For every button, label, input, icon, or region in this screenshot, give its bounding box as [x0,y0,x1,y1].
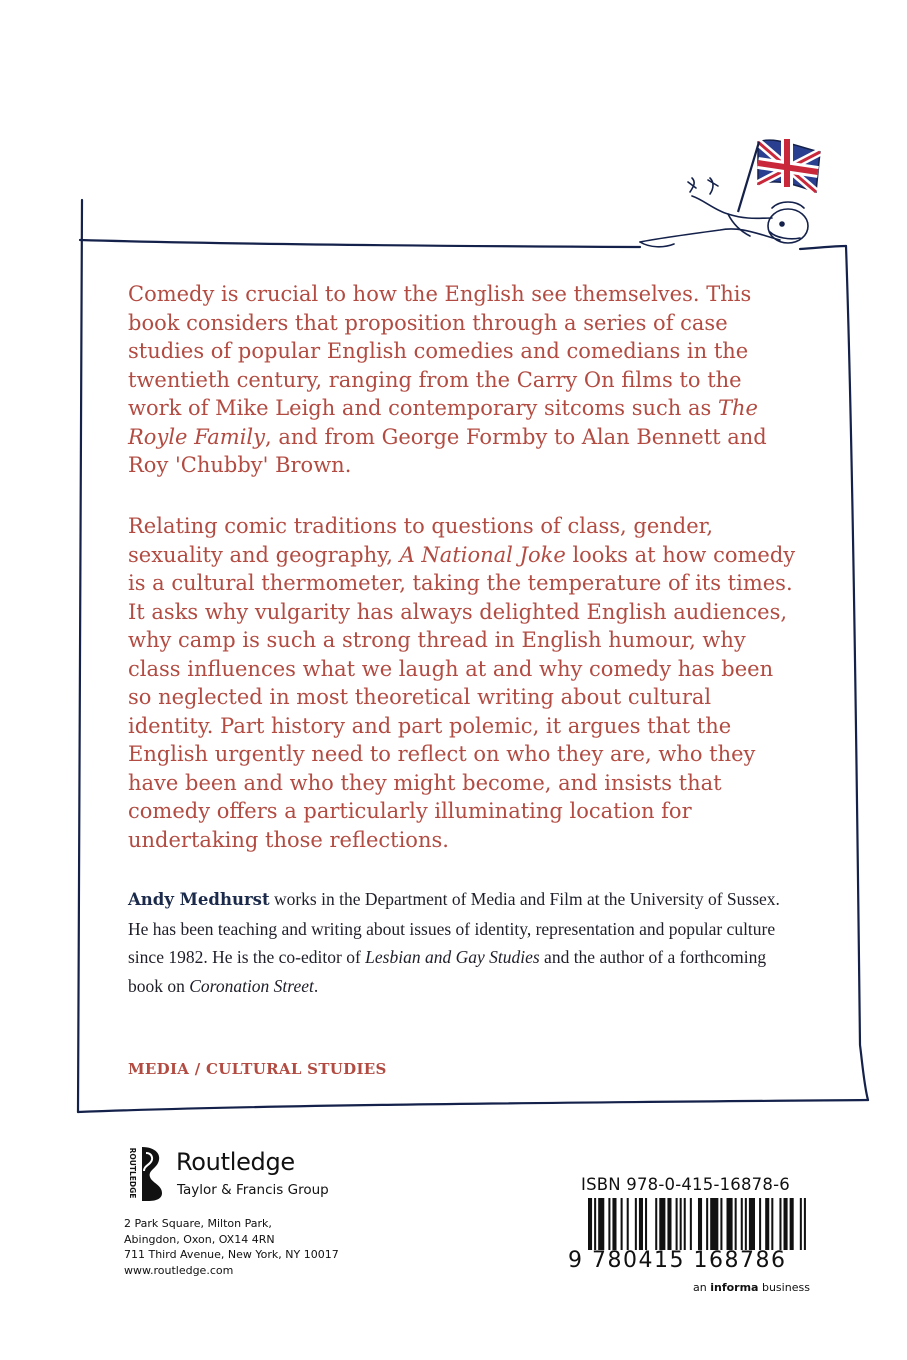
flag-figure-illustration [630,130,830,260]
barcode-bar [655,1198,657,1250]
barcode-digits: 9 780415 168786 [568,1248,787,1273]
barcode-bar [680,1198,682,1250]
barcode-bar [598,1198,604,1250]
barcode [588,1198,810,1250]
barcode-bar [759,1198,761,1250]
barcode-bar [635,1198,637,1250]
barcode-bar [684,1198,686,1250]
barcode-bar [659,1198,665,1250]
barcode-bar [612,1198,616,1250]
barcode-bar [784,1198,788,1250]
barcode-bar [594,1198,596,1250]
publisher-name: Routledge [176,1148,295,1176]
barcode-bar [690,1198,692,1250]
barcode-bar [745,1198,747,1250]
barcode-bar [710,1198,718,1250]
address-line: 711 Third Avenue, New York, NY 10017 [124,1248,339,1261]
barcode-bar [608,1198,610,1250]
barcode-bar [676,1198,678,1250]
barcode-bar [588,1198,592,1250]
informa-business-label: an informa business [693,1281,810,1294]
bio-book-1: Lesbian and Gay Studies [365,947,540,967]
routledge-logo-icon [122,1143,170,1203]
barcode-bar [706,1198,708,1250]
barcode-bar [639,1198,643,1250]
barcode-bar [771,1198,773,1250]
barcode-bar [804,1198,806,1250]
author-bio: Andy Medhurst works in the Department of Media and Film at the University of Sussex. He has been teaching and writing about issues of identity, representation and popular culture since 1982. He is the co-editor of Lesbian and Gay Studies and the author of a forthcoming book on Coronation Street. [128,889,780,996]
publisher-address [124,1216,339,1278]
barcode-bar [765,1198,769,1250]
union-jack-flag-icon [738,139,820,212]
address-line: 2 Park Square, Milton Park, [124,1217,272,1230]
address-line: Abingdon, Oxon, OX14 4RN [124,1232,275,1246]
barcode-bar [667,1198,671,1250]
svg-text:ROUTLEDGE: ROUTLEDGE [128,1147,137,1199]
blurb-paragraph-1: Comedy is crucial to how the English see themselves. This book considers that proposition through a series of case studies of popular English comedies and comedians in the twentieth century, ranging from the Carry On films to the work of Mike Leigh and contemporary sitcoms such as The Royle Family, and from George Formby to Alan Bennett and Roy 'Chubby' Brown. [128,282,767,477]
barcode-bar [698,1198,702,1250]
lying-figure-illustration [640,178,808,247]
barcode-bar [727,1198,733,1250]
barcode-bar [741,1198,743,1250]
barcode-bar [749,1198,755,1250]
isbn-label: ISBN 978-0-415-16878-6 [581,1175,790,1194]
barcode-bar [779,1198,781,1250]
barcode-bar [627,1198,629,1250]
barcode-bar [720,1198,722,1250]
publisher-website: www.routledge.com [124,1263,234,1277]
bio-book-2: Coronation Street [189,975,314,996]
barcode-bar [645,1198,647,1250]
blurb-title-royle-family: The Royle Family [128,396,758,449]
barcode-bar [735,1198,737,1250]
barcode-bar [800,1198,802,1250]
blurb-paragraph-2: Relating comic traditions to questions of class, gender, sexuality and geography, A National Joke looks at how comedy is a cultural thermometer, taking the temperature of its times. It asks why vulgarity has always delighted English audiences, why camp is such a strong thread in English humour, why class influences what we laugh at and why comedy has been so neglected in most theoretical writing about cultural identity. Part history and part polemic, it argues that the English urgently need to reflect on who they are, who they have been and who they might become, and insists that comedy offers a particularly illuminating location for undertaking those reflections. [128,514,796,852]
publisher-group: Taylor & Francis Group [177,1182,329,1198]
blurb-title-national-joke: A National Joke [399,542,566,567]
barcode-bar [790,1198,794,1250]
barcode-bar [621,1198,623,1250]
subject-category: MEDIA / CULTURAL STUDIES [128,1060,387,1078]
author-name: Andy Medhurst [128,890,270,909]
